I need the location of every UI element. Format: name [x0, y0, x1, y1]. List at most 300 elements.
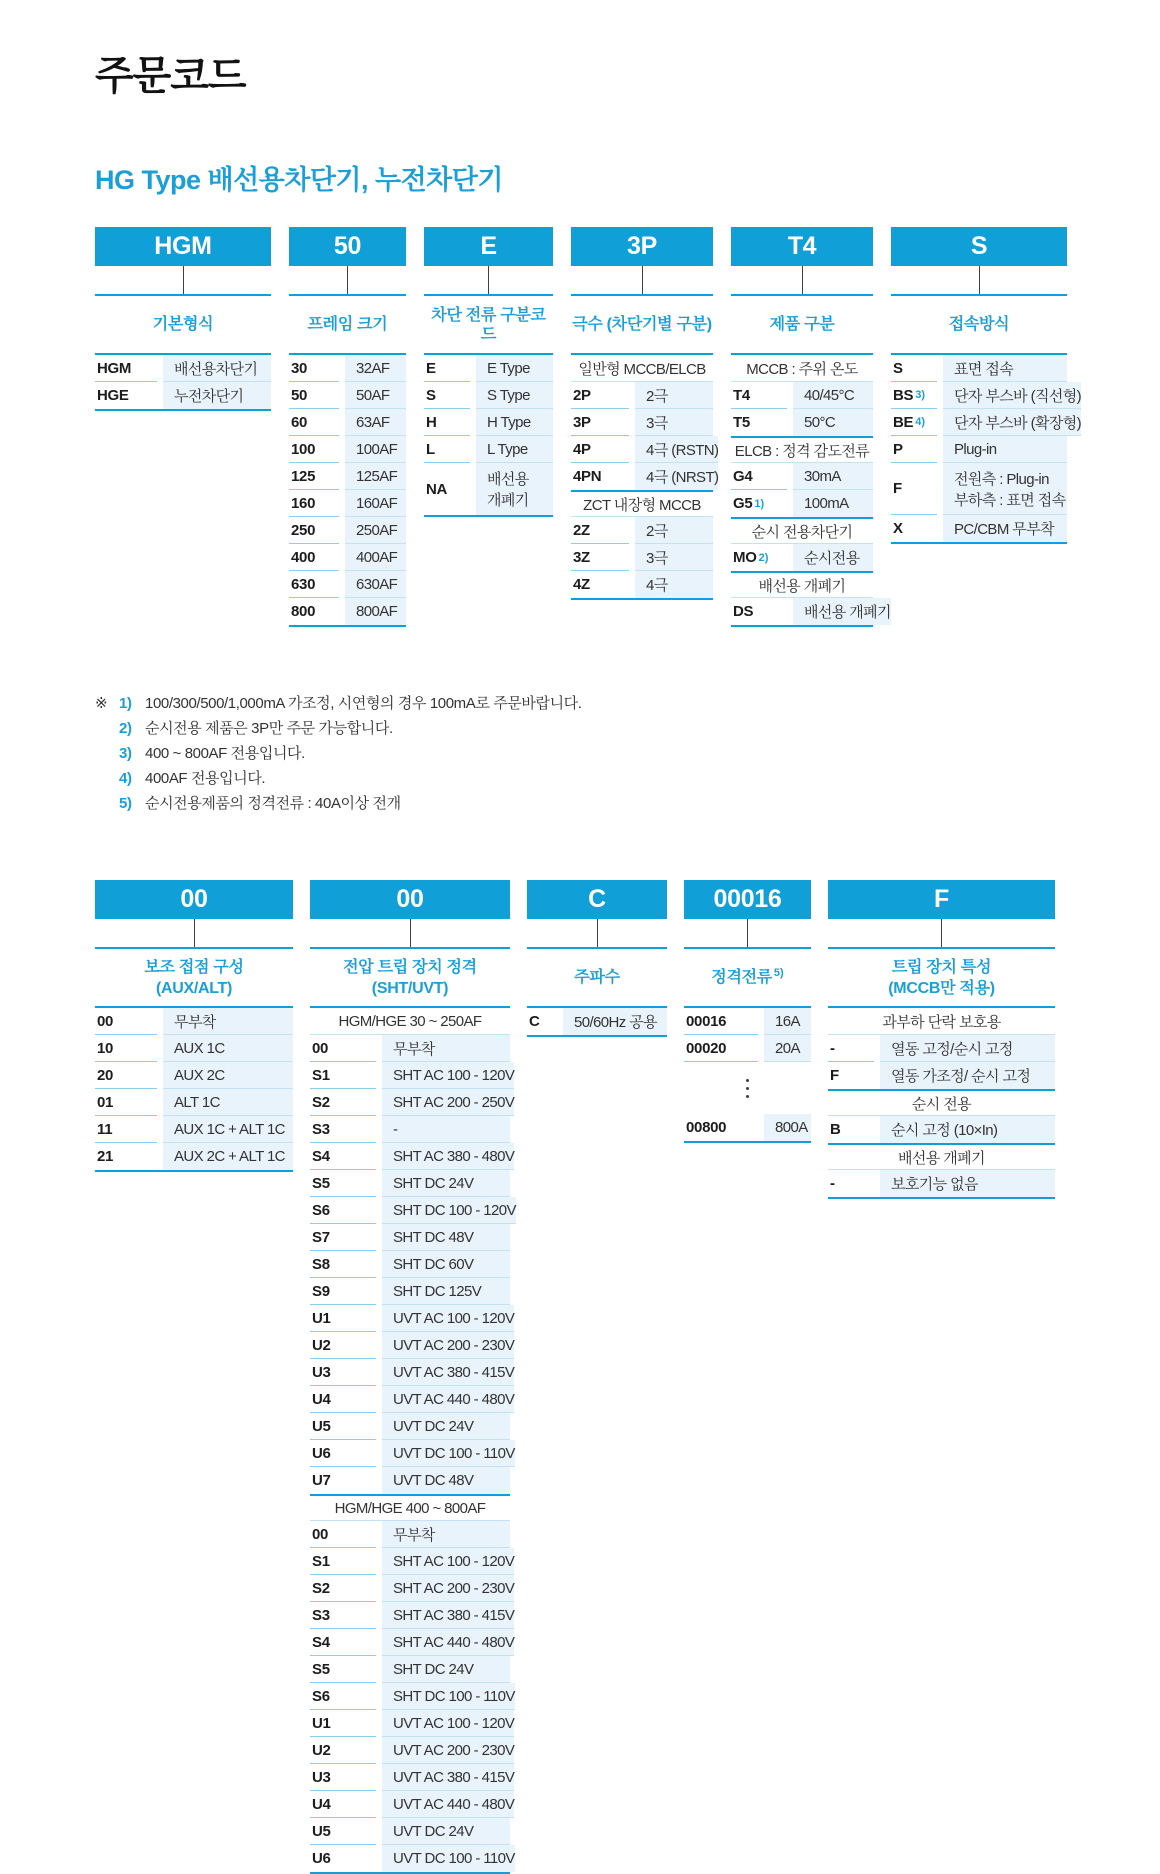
- footnote-number: 3): [119, 745, 132, 762]
- code-table-row: [424, 463, 553, 515]
- desc-cell: [382, 1467, 510, 1494]
- group-header-row: ELCB : 정격 감도전류: [731, 436, 873, 463]
- desc-cell: [345, 463, 406, 490]
- column-label: [527, 955, 667, 1001]
- code-column-50: [289, 227, 406, 627]
- code-cell: S9: [310, 1278, 376, 1305]
- code-cell: S2: [310, 1575, 376, 1602]
- desc-line: 50AF: [356, 386, 390, 404]
- column-label: [95, 302, 271, 348]
- desc-cell: [943, 355, 1067, 382]
- code-cell: HGM: [95, 355, 157, 382]
- desc-line: UVT AC 100 - 120V: [393, 1714, 515, 1732]
- code-box: S: [891, 227, 1067, 266]
- code-table-row: [95, 1008, 293, 1035]
- code-table-row: [684, 1008, 811, 1035]
- desc-cell: [382, 1143, 514, 1170]
- code-table-row: [891, 409, 1082, 436]
- code-table-row: [310, 1224, 510, 1251]
- code-cell: S: [424, 382, 470, 409]
- desc-line: 30mA: [804, 467, 841, 485]
- column-label: [684, 955, 811, 1001]
- code-cell: U3: [310, 1764, 376, 1791]
- desc-cell: [476, 409, 553, 436]
- code-column-T4: [731, 227, 891, 627]
- desc-line: S Type: [487, 386, 530, 404]
- desc-cell: [382, 1035, 510, 1062]
- code-box: 50: [289, 227, 406, 266]
- column-label-line: 기본형식: [152, 316, 214, 334]
- code-table-row: [731, 382, 873, 409]
- column-underline: [424, 294, 553, 296]
- dot: [746, 1079, 749, 1082]
- desc-cell: [163, 1089, 293, 1116]
- code-cell: U3: [310, 1359, 376, 1386]
- desc-line: 50/60Hz 공용: [574, 1014, 658, 1031]
- code-cell: 00016: [684, 1008, 758, 1035]
- code-cell: U2: [310, 1737, 376, 1764]
- code-table-row: [731, 463, 873, 490]
- desc-cell: [635, 409, 713, 436]
- desc-line: 배선용 개폐기: [804, 604, 891, 621]
- desc-line: UVT DC 100 - 110V: [393, 1850, 515, 1867]
- footnotes: [95, 691, 1160, 816]
- code-table-row: [527, 1008, 667, 1035]
- code-table: [310, 1006, 516, 1874]
- code-cell: -: [830, 1175, 835, 1192]
- code-cell: 800: [291, 603, 316, 620]
- desc-line: 단자 부스바 (직선형): [954, 387, 1082, 405]
- desc-line: 누전차단기: [174, 388, 244, 405]
- connector-line: [183, 266, 184, 294]
- code-table-row: [828, 1062, 1055, 1089]
- code-table-row: [828, 1035, 1055, 1062]
- code-table-row: [289, 409, 406, 436]
- code-cell: 4P: [571, 436, 629, 463]
- code-column-C: [527, 880, 667, 1037]
- desc-line: UVT AC 380 - 415V: [393, 1768, 515, 1786]
- desc-line: 63AF: [356, 413, 390, 431]
- desc-line: -: [393, 1120, 398, 1138]
- desc-cell: [345, 544, 406, 571]
- desc-line: SHT AC 100 - 120V: [393, 1066, 515, 1084]
- code-cell: 400: [289, 544, 339, 571]
- code-cell: S4: [310, 1629, 376, 1656]
- desc-line: 보호기능 없음: [891, 1176, 978, 1193]
- desc-cell: [382, 1170, 510, 1197]
- connector-line: [979, 266, 980, 294]
- group-header-row: 순시 전용차단기: [731, 517, 873, 544]
- code-table-row: [310, 1467, 510, 1494]
- connector-line: [802, 266, 803, 294]
- desc-cell: [382, 1548, 514, 1575]
- desc-line: L Type: [487, 440, 528, 458]
- code-cell: 4Z: [573, 576, 590, 593]
- code-table-row: [891, 382, 1082, 409]
- code-cell: P: [891, 436, 937, 463]
- code-cell: 3Z: [571, 544, 629, 571]
- column-label-line: 보조 접점 구성: [144, 958, 244, 976]
- code-table-row: [310, 1710, 515, 1737]
- group-header-row: MCCB : 주위 온도: [731, 355, 873, 382]
- code-table-row: [310, 1845, 515, 1872]
- desc-line: AUX 1C: [174, 1039, 225, 1057]
- desc-line: SHT AC 440 - 480V: [393, 1633, 515, 1651]
- code-table-row: [95, 1116, 293, 1143]
- column-label-line: 트립 장치 특성: [891, 958, 992, 976]
- code-table-row: [731, 490, 873, 517]
- footnote-text: 400AF 전용입니다.: [145, 770, 266, 787]
- code-cell: F: [830, 1067, 839, 1084]
- code-table-row: [289, 382, 406, 409]
- desc-cell: [382, 1764, 514, 1791]
- code-table-row: [310, 1440, 515, 1467]
- code-cell: 50: [289, 382, 339, 409]
- code-cell: 30: [289, 355, 339, 382]
- code-table-row: [424, 409, 553, 436]
- desc-line: 부하측 : 표면 접속: [954, 491, 1066, 509]
- dot: [746, 1087, 749, 1090]
- code-cell: U6: [312, 1850, 331, 1867]
- code-cell: U2: [310, 1332, 376, 1359]
- column-label-line: (MCCB만 적용): [888, 980, 995, 997]
- desc-line: 배선용: [487, 471, 529, 488]
- code-table-row: [310, 1251, 510, 1278]
- desc-line: 2극: [646, 387, 668, 405]
- desc-cell: [635, 571, 713, 598]
- desc-cell: [382, 1305, 514, 1332]
- group-header-row: HGM/HGE 30 ~ 250AF: [310, 1008, 510, 1035]
- code-table-row: [684, 1114, 811, 1141]
- code-column-00: [95, 880, 293, 1172]
- desc-cell: [382, 1386, 514, 1413]
- desc-line: 단자 부스바 (확장형): [954, 414, 1082, 432]
- desc-line: SHT DC 100 - 120V: [393, 1201, 516, 1219]
- footnote-text: 400 ~ 800AF 전용입니다.: [145, 745, 305, 762]
- footnote-number: 2): [119, 720, 132, 737]
- code-cell: X: [893, 520, 903, 537]
- code-table-row: [310, 1656, 510, 1683]
- desc-cell: [635, 436, 718, 463]
- desc-cell: [382, 1116, 510, 1143]
- code-cell: U5: [310, 1818, 376, 1845]
- code-table-row: [289, 436, 406, 463]
- code-table-row: [95, 355, 271, 382]
- column-label: [310, 955, 510, 1001]
- code-cell: 00020: [684, 1035, 758, 1062]
- desc-line: UVT DC 48V: [393, 1472, 474, 1489]
- desc-cell: [382, 1845, 515, 1872]
- code-table-row: [289, 517, 406, 544]
- desc-cell: [382, 1413, 510, 1440]
- column-label: [424, 302, 553, 348]
- desc-cell: [382, 1683, 515, 1710]
- column-label: [571, 302, 713, 348]
- desc-line: E Type: [487, 359, 530, 377]
- code-table-row: [289, 355, 406, 382]
- code-table: [828, 1006, 1055, 1199]
- desc-line: UVT DC 24V: [393, 1822, 474, 1840]
- code-table-row: [289, 544, 406, 571]
- desc-cell: [793, 544, 873, 571]
- code-table-row: [310, 1170, 510, 1197]
- desc-line: 4극: [646, 577, 668, 594]
- connector-line: [194, 919, 195, 947]
- desc-line: SHT DC 24V: [393, 1660, 474, 1678]
- desc-line: UVT AC 380 - 415V: [393, 1363, 515, 1381]
- code-cell: S6: [310, 1197, 376, 1224]
- code-table-row: [95, 1089, 293, 1116]
- column-label-line: 접속방식: [948, 316, 1010, 334]
- footnote-line: [95, 791, 1160, 816]
- desc-line: 800A: [775, 1119, 808, 1136]
- desc-cell: [382, 1062, 514, 1089]
- desc-line: 4극 (RSTN): [646, 441, 719, 459]
- code-cell: 00: [310, 1035, 376, 1062]
- desc-cell: [880, 1170, 1055, 1197]
- code-cell: 00800: [686, 1119, 727, 1136]
- desc-line: SHT DC 125V: [393, 1282, 482, 1300]
- desc-cell: [163, 1008, 293, 1035]
- desc-cell: [793, 598, 891, 625]
- code-table-row: [310, 1332, 515, 1359]
- desc-cell: [163, 355, 271, 382]
- desc-cell: [163, 1035, 293, 1062]
- desc-line: ALT 1C: [174, 1093, 220, 1111]
- code-table-row: [310, 1791, 515, 1818]
- code-table-row: [891, 355, 1067, 382]
- code-table: [95, 1006, 293, 1172]
- desc-cell: [635, 517, 713, 544]
- code-cell: 2Z: [571, 517, 629, 544]
- code-table-row: [310, 1737, 515, 1764]
- desc-cell: [764, 1114, 811, 1141]
- code-table-row: [310, 1629, 515, 1656]
- code-table-row: [731, 544, 873, 571]
- desc-line: UVT DC 24V: [393, 1417, 474, 1435]
- desc-line: AUX 1C + ALT 1C: [174, 1120, 285, 1138]
- desc-cell: [764, 1035, 811, 1062]
- code-cell: 20: [95, 1062, 157, 1089]
- column-label-line: 차단 전류 구분코드: [431, 306, 546, 343]
- code-cell: B: [830, 1121, 841, 1138]
- desc-cell: [382, 1791, 514, 1818]
- code-cell: T5: [733, 414, 750, 431]
- desc-cell: [943, 436, 1067, 463]
- desc-line: 무부착: [393, 1040, 435, 1058]
- code-cell: S5: [310, 1170, 376, 1197]
- code-cell: C: [529, 1013, 540, 1030]
- code-cell: S8: [310, 1251, 376, 1278]
- code-table-row: [289, 490, 406, 517]
- group-header-row: 일반형 MCCB/ELCB: [571, 355, 713, 382]
- footnote-line: [95, 691, 1160, 716]
- desc-cell: [635, 463, 718, 490]
- code-table-row: [289, 598, 406, 625]
- desc-line: 125AF: [356, 467, 398, 485]
- group-header-row: HGM/HGE 400 ~ 800AF: [310, 1494, 510, 1521]
- desc-cell: [382, 1656, 510, 1683]
- desc-line: 630AF: [356, 575, 398, 593]
- code-table-row: [828, 1170, 1055, 1197]
- column-underline: [95, 294, 271, 296]
- desc-cell: [382, 1629, 514, 1656]
- desc-cell: [476, 382, 553, 409]
- code-table-row: [289, 463, 406, 490]
- desc-cell: [793, 409, 873, 436]
- column-label: [95, 955, 293, 1001]
- code-cell: G5 1): [733, 495, 765, 512]
- desc-cell: [382, 1224, 510, 1251]
- desc-cell: [880, 1062, 1055, 1089]
- code-table-row: [310, 1386, 515, 1413]
- code-cell: S7: [310, 1224, 376, 1251]
- code-cell: BE 4): [891, 409, 937, 436]
- column-label-line: 주파수: [574, 969, 620, 987]
- code-table-row: [571, 382, 713, 409]
- code-box: C: [527, 880, 667, 919]
- desc-line: UVT AC 440 - 480V: [393, 1795, 515, 1813]
- code-table-row: [828, 1116, 1055, 1143]
- code-table-row: [310, 1683, 515, 1710]
- column-underline: [527, 947, 667, 949]
- code-table-row: [310, 1089, 515, 1116]
- column-underline: [289, 294, 406, 296]
- code-cell: 21: [97, 1148, 114, 1165]
- desc-cell: [563, 1008, 667, 1035]
- code-cell: U5: [310, 1413, 376, 1440]
- code-cell: 01: [95, 1089, 157, 1116]
- code-table-row: [310, 1575, 515, 1602]
- desc-line: AUX 2C + ALT 1C: [174, 1148, 285, 1165]
- desc-line: 250AF: [356, 521, 398, 539]
- desc-line: 40/45°C: [804, 386, 855, 404]
- desc-line: 16A: [775, 1012, 800, 1030]
- desc-line: Plug-in: [954, 440, 997, 458]
- code-table-row: [310, 1548, 515, 1575]
- code-column-F: [828, 880, 1055, 1199]
- code-box: T4: [731, 227, 873, 266]
- desc-cell: [793, 382, 873, 409]
- code-cell: S6: [310, 1683, 376, 1710]
- code-box: 00: [310, 880, 510, 919]
- desc-cell: [382, 1440, 515, 1467]
- column-underline: [571, 294, 713, 296]
- column-label: [891, 302, 1067, 348]
- code-table-row: [95, 1143, 293, 1170]
- desc-line: SHT AC 380 - 480V: [393, 1147, 515, 1165]
- desc-line: UVT AC 100 - 120V: [393, 1309, 515, 1327]
- footnote-number: 4): [119, 770, 132, 787]
- code-table-row: [891, 436, 1067, 463]
- code-table: [527, 1006, 667, 1037]
- desc-line: UVT AC 440 - 480V: [393, 1390, 515, 1408]
- desc-line: PC/CBM 무부착: [954, 521, 1054, 538]
- column-label-line: 정격전류 $^{5)}$: [711, 967, 784, 987]
- desc-line: SHT DC 48V: [393, 1228, 474, 1246]
- code-cell: 100: [289, 436, 339, 463]
- desc-line: 20A: [775, 1039, 800, 1057]
- desc-cell: [163, 1062, 293, 1089]
- column-label-line: 프레임 크기: [307, 316, 388, 334]
- code-cell: S1: [310, 1062, 376, 1089]
- desc-line: UVT DC 100 - 110V: [393, 1444, 515, 1462]
- footnote-prefix: ※: [95, 695, 108, 712]
- code-cell: BS 3): [891, 382, 937, 409]
- desc-cell: [382, 1089, 514, 1116]
- code-table: [424, 353, 553, 517]
- desc-cell: [382, 1251, 510, 1278]
- connector-line: [941, 919, 942, 947]
- desc-cell: [635, 544, 713, 571]
- code-table-row: [310, 1602, 515, 1629]
- footnote-ref: 5): [773, 967, 784, 980]
- desc-line: 3극: [646, 414, 668, 432]
- code-column-HGM: [95, 227, 271, 411]
- desc-cell: [382, 1737, 514, 1764]
- code-cell: MO 2): [733, 549, 769, 566]
- code-box: F: [828, 880, 1055, 919]
- code-table: [891, 353, 1082, 544]
- desc-line: 4극 (NRST): [646, 469, 719, 486]
- code-cell: S5: [310, 1656, 376, 1683]
- footnote-text: 순시전용 제품은 3P만 주문 가능합니다.: [145, 720, 393, 737]
- desc-cell: [880, 1035, 1055, 1062]
- code-cell: S1: [310, 1548, 376, 1575]
- code-cell: H: [424, 409, 470, 436]
- code-table-row: [731, 598, 891, 625]
- code-table-row: [95, 1035, 293, 1062]
- code-column-E: [424, 227, 553, 517]
- section-title: HG Type 배선용차단기, 누전차단기: [95, 165, 503, 195]
- connector-line: [747, 919, 748, 947]
- code-table: [731, 353, 891, 627]
- order-code-row-1: [95, 227, 1160, 627]
- dot: [746, 1095, 749, 1098]
- footnote-number: 1): [119, 695, 132, 712]
- code-cell: S4: [310, 1143, 376, 1170]
- column-underline: [310, 947, 510, 949]
- column-label-line: (SHT/UVT): [371, 980, 449, 997]
- desc-line: 2극: [646, 522, 668, 540]
- code-cell: NA: [426, 480, 448, 498]
- desc-cell: [382, 1359, 514, 1386]
- code-column-00: [310, 880, 516, 1874]
- code-box: 3P: [571, 227, 713, 266]
- column-underline: [731, 294, 873, 296]
- code-table-row: [424, 382, 553, 409]
- column-underline: [684, 947, 811, 949]
- ellipsis-row: [684, 1062, 811, 1114]
- code-table: [571, 353, 719, 600]
- desc-line: SHT AC 200 - 250V: [393, 1093, 515, 1111]
- desc-cell: [382, 1710, 514, 1737]
- desc-cell: [943, 515, 1067, 542]
- desc-line: 100mA: [804, 495, 849, 512]
- desc-line: AUX 2C: [174, 1066, 225, 1084]
- desc-cell: [163, 1116, 293, 1143]
- desc-cell: [943, 409, 1081, 436]
- code-cell: 160: [289, 490, 339, 517]
- desc-cell: [345, 436, 406, 463]
- desc-line: UVT AC 200 - 230V: [393, 1336, 515, 1354]
- code-table: [289, 353, 406, 627]
- desc-cell: [476, 355, 553, 382]
- code-cell: U4: [310, 1791, 376, 1818]
- desc-line: 개폐기: [487, 492, 529, 509]
- code-box: E: [424, 227, 553, 266]
- desc-cell: [382, 1575, 514, 1602]
